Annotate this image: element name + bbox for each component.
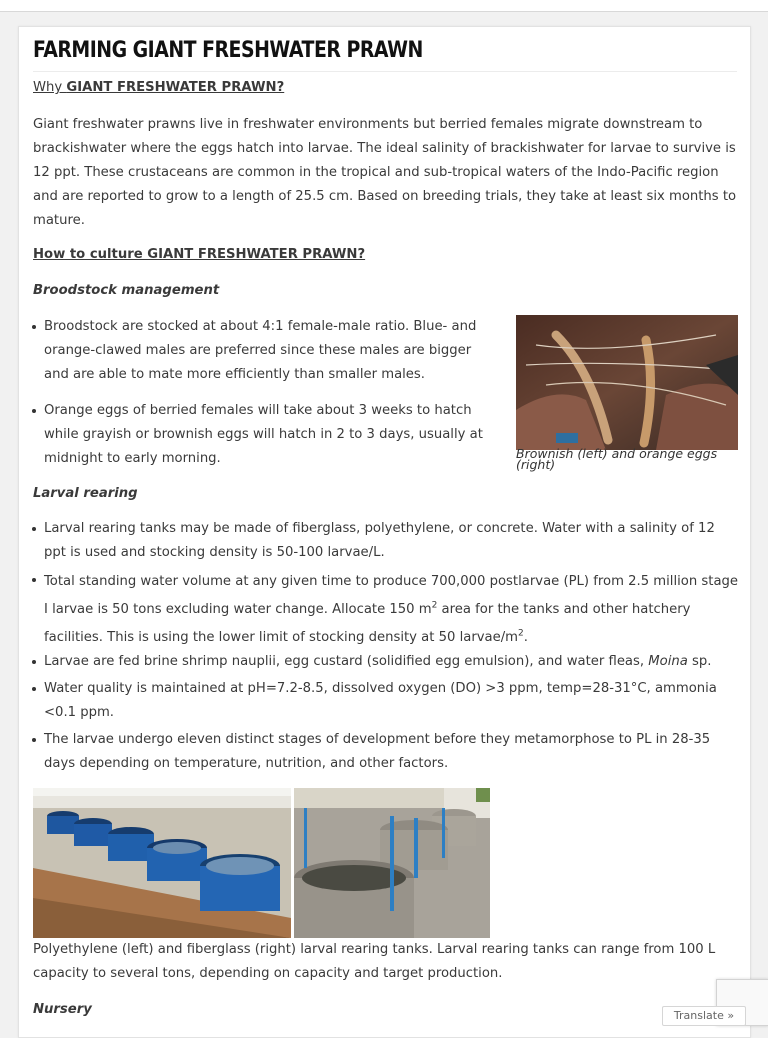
prawn-photo-icon [516,315,738,450]
tanks-caption: Polyethylene (left) and fiberglass (right) larval rearing tanks. Larval rearing tanks can range from 100 L capacity to several tons, depending on capacity and target production. [33,942,716,981]
list-item [33,650,738,674]
fiberglass-tanks-icon [294,788,490,938]
why-heading [33,76,284,100]
volume-text-b: area for the tanks and other hatchery facilities. This is using the lower limit of stocking density at 50 larvae/m [44,602,691,645]
list-item: The larvae undergo eleven distinct stages of development before they metamorphose to PL in 28-35 days depending on temperature, nutrition, and other factors. [33,728,738,776]
prawn-photo [516,315,738,450]
feed-text-a: Larvae are fed brine shrimp nauplii, egg custard (solidified egg emulsion), and water fleas, [44,654,649,669]
why-prefix: Why [33,80,67,95]
polyethylene-tanks-icon [33,788,291,938]
why-heading-bold: GIANT FRESHWATER PRAWN? [66,80,285,95]
nursery-heading: Nursery [33,1002,92,1017]
list-item [33,568,738,652]
top-bar [0,0,768,12]
larval-rearing-heading: Larval rearing [33,486,138,501]
list-item: Broodstock are stocked at about 4:1 female-male ratio. Blue- and orange-clawed males are preferred since these males are bigger and are able to mate more efficiently than smaller males. [33,315,499,387]
title-divider [33,71,737,72]
volume-sup-2: 2 [518,628,524,639]
list-item: Larval rearing tanks may be made of fiberglass, polyethylene, or concrete. Water with a salinity of 12 ppt is used and stocking density is 50-100 larvae/L. [33,517,738,565]
page-title: FARMING GIANT FRESHWATER PRAWN [33,38,423,63]
volume-text-c: . [523,630,528,645]
feed-text-b: sp. [687,654,712,669]
article-card [18,26,751,1038]
broodstock-heading: Broodstock management [33,283,220,298]
volume-sup-1: 2 [431,600,438,611]
intro-paragraph: Giant freshwater prawns live in freshwater environments but berried females migrate downstream to brackishwater where the eggs hatch into larvae. The ideal salinity of brackishwater for larvae to survive is 12 ppt. These crustaceans are common in the tropical and sub-tropical waters of the Indo-Pacific region and are reported to grow to a length of 25.5 cm. Based on breeding trials, they take at least six months to mature. [33,117,737,228]
list-item: Orange eggs of berried females will take about 3 weeks to hatch while grayish or brownish eggs will hatch in 2 to 3 days, usually at midnight to early morning. [33,399,499,471]
prawn-photo-caption: Brownish (left) and orange eggs (right) [516,446,718,472]
list-item: Water quality is maintained at pH=7.2-8.5, dissolved oxygen (DO) >3 ppm, temp=28-31°C, ammonia <0.1 ppm. [33,677,738,725]
volume-text-a: Total standing water volume at any given time to produce 700,000 postlarvae (PL) from 2.5 million stage I larvae is 50 tons excluding water change. Allocate 150 m [44,574,739,617]
translate-button[interactable]: Translate » [662,1006,746,1026]
fiberglass-tanks-photo [294,788,490,938]
polyethylene-tanks-photo [33,788,291,938]
how-heading: How to culture GIANT FRESHWATER PRAWN? [33,247,366,262]
feed-italic: Moina [648,654,688,669]
